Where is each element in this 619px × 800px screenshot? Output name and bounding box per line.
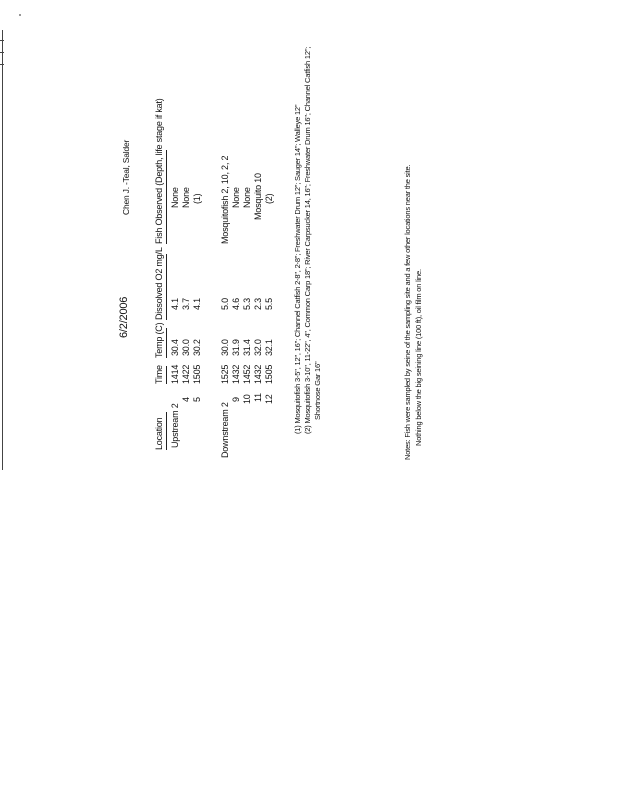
row-temp: 31.4	[242, 339, 252, 356]
row-do: 3.7	[181, 298, 191, 310]
row-do: 4.1	[170, 298, 180, 310]
row-do: 4.1	[192, 298, 202, 310]
row-fish: Mosquito 10	[253, 173, 263, 220]
row-do: 5.3	[242, 298, 252, 310]
row-location: 4	[181, 397, 191, 402]
row-location: Upstream 2	[170, 403, 180, 448]
row-do: 5.5	[264, 298, 274, 310]
row-temp: 32.0	[253, 339, 263, 356]
row-time: 1422	[181, 364, 191, 384]
scan-edge-line	[2, 30, 3, 470]
row-temp: 31.9	[231, 339, 241, 356]
row-time: 1432	[253, 364, 263, 384]
footnote-2-continued: Shortnose Gar 16"	[313, 361, 322, 420]
row-temp: 30.4	[170, 339, 180, 356]
row-fish: None	[170, 187, 180, 208]
row-temp: 30.0	[181, 339, 191, 356]
row-location: 5	[192, 397, 202, 402]
col-temp: Temp (C)	[154, 322, 164, 358]
row-fish: None	[242, 187, 252, 208]
scan-speck	[19, 14, 21, 16]
scan-edge-tick	[0, 40, 4, 41]
row-time: 1452	[242, 364, 252, 384]
header-underline	[166, 366, 167, 384]
header-underline	[166, 150, 167, 244]
scan-edge-tick	[0, 52, 4, 53]
footnote-2: (2) Mosquitofish 3-10", 11-22", 4", Common Carp 18"; River Carpsucker 14, 16"; Freshwater Drum 16"; Channel Catfish 12";	[303, 46, 312, 434]
row-temp: 30.2	[192, 339, 202, 356]
header-underline	[166, 328, 167, 358]
row-time: 1414	[170, 364, 180, 384]
rotated-notes	[404, 140, 434, 470]
row-location: 12	[264, 394, 274, 404]
row-temp: 30.0	[220, 339, 230, 356]
row-time: 1525	[220, 364, 230, 384]
note-line-2: Nothing below the big seining line (100 ft), oil film on line.	[414, 269, 423, 446]
row-location: 11	[253, 393, 263, 402]
header-underline	[166, 254, 167, 320]
row-time: 1505	[264, 364, 274, 384]
row-do: 5.0	[220, 298, 230, 310]
station-label: Chen J. -Teal, Salder	[121, 139, 131, 215]
col-dissolved-oxygen: Dissolved O2 mg/L	[154, 247, 164, 320]
footnote-1: (1) Mosquitofish 3-5", 12", 16"; Channel Catfish 2-8", 2-8"; Freshwater Drum 12"; Sauger 14"; Walleye 12"	[293, 104, 302, 434]
row-do: 4.6	[231, 298, 241, 310]
row-do: 2.3	[253, 298, 263, 310]
row-fish: None	[181, 187, 191, 208]
row-fish: None	[231, 187, 241, 208]
col-time: Time	[154, 365, 164, 384]
col-fish-observed: Fish Observed (Depth, life stage if kat)	[154, 98, 164, 244]
row-fish: (1)	[192, 193, 202, 204]
row-fish: Mosquitofish 2, 10, 2, 2	[220, 155, 230, 244]
row-temp: 32.1	[264, 339, 274, 356]
rotated-page-content	[118, 46, 328, 470]
row-location: Downstream 2	[220, 402, 230, 458]
row-location: 9	[231, 397, 241, 402]
row-location: 10	[242, 394, 252, 404]
scan-edge-tick	[0, 64, 4, 65]
document-date: 6/2/2006	[118, 296, 130, 338]
header-underline	[166, 412, 167, 450]
col-location: Location	[154, 417, 164, 450]
row-time: 1432	[231, 364, 241, 384]
row-time: 1505	[192, 364, 202, 384]
row-fish: (2)	[264, 193, 274, 204]
note-line-1: Notes: Fish were sampled by seine of the sampling site and a few other locations near the site.	[403, 164, 412, 460]
